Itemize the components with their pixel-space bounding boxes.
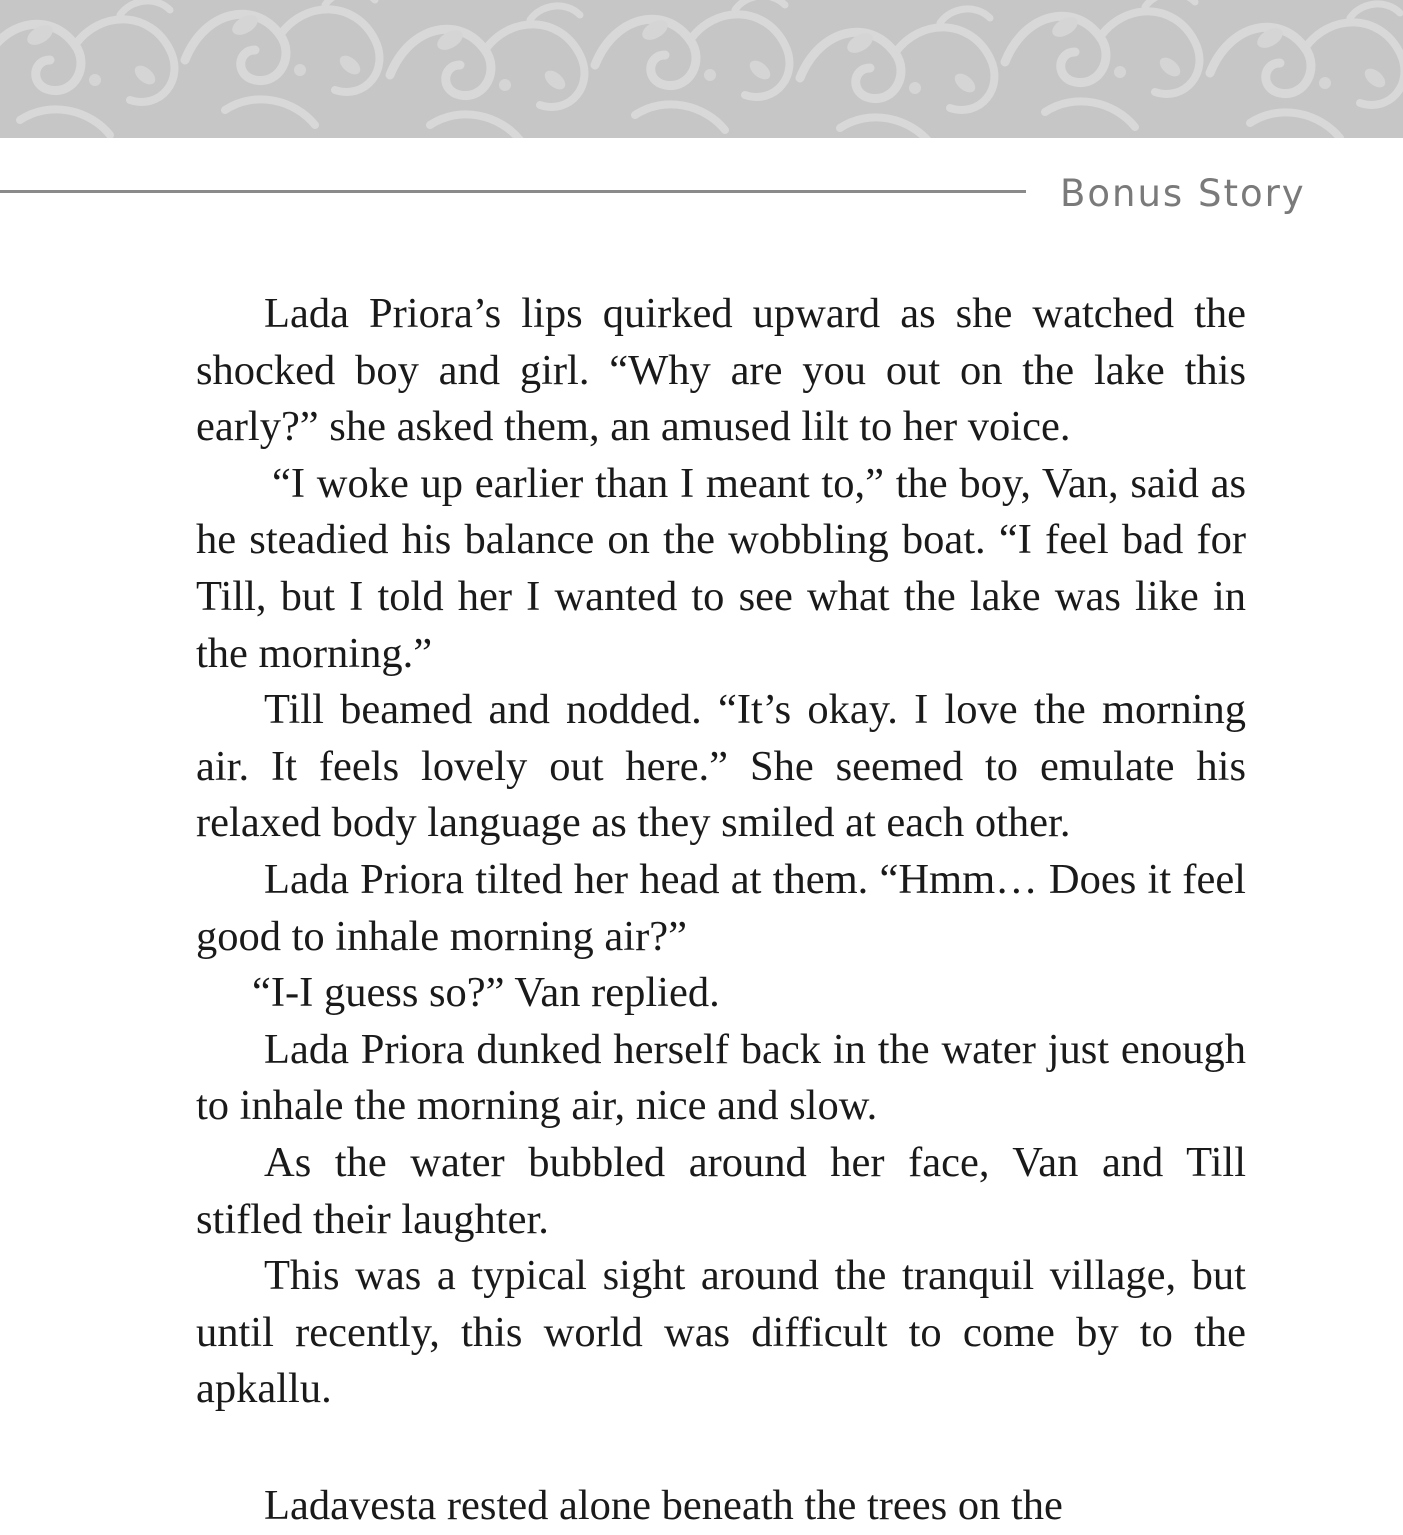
paragraph-1: Lada Priora’s lips quirked upward as she watched the shocked boy and girl. “Why are you out on the lake this early?” she asked them, an amused lilt to her voice. xyxy=(196,290,1246,451)
paragraph-7: As the water bubbled around her face, Van and Till stifled their laughter. xyxy=(196,1138,1246,1243)
paragraph-2: “I woke up earlier than I meant to,” the boy, Van, said as he steadied his balance on the wobbling boat. “I feel bad for Till, but I told her I wanted to see what the lake was like in the morning.” xyxy=(196,459,1246,677)
section-label: Bonus Story xyxy=(1060,172,1306,215)
paragraph-8: This was a typical sight around the tranquil village, but until recently, this world was difficult to come by to the apkallu. xyxy=(196,1252,1246,1413)
paragraph-5: “I-I guess so?” Van replied. xyxy=(252,969,720,1017)
header-rule xyxy=(0,190,1026,193)
paragraph-3: Till beamed and nodded. “It’s okay. I love the morning air. It feels lovely out here.” She seemed to emulate his relaxed body language as they smiled at each other. xyxy=(196,686,1246,847)
story-body xyxy=(196,286,1246,1418)
ornamental-banner xyxy=(0,0,1403,138)
paragraph-next-partial: Ladavesta rested alone beneath the trees on the xyxy=(264,1482,1063,1529)
damask-pattern xyxy=(0,0,1403,138)
paragraph-6: Lada Priora dunked herself back in the water just enough to inhale the morning air, nice and slow. xyxy=(196,1025,1246,1130)
paragraph-4: Lada Priora tilted her head at them. “Hmm… Does it feel good to inhale morning air?” xyxy=(196,855,1246,960)
